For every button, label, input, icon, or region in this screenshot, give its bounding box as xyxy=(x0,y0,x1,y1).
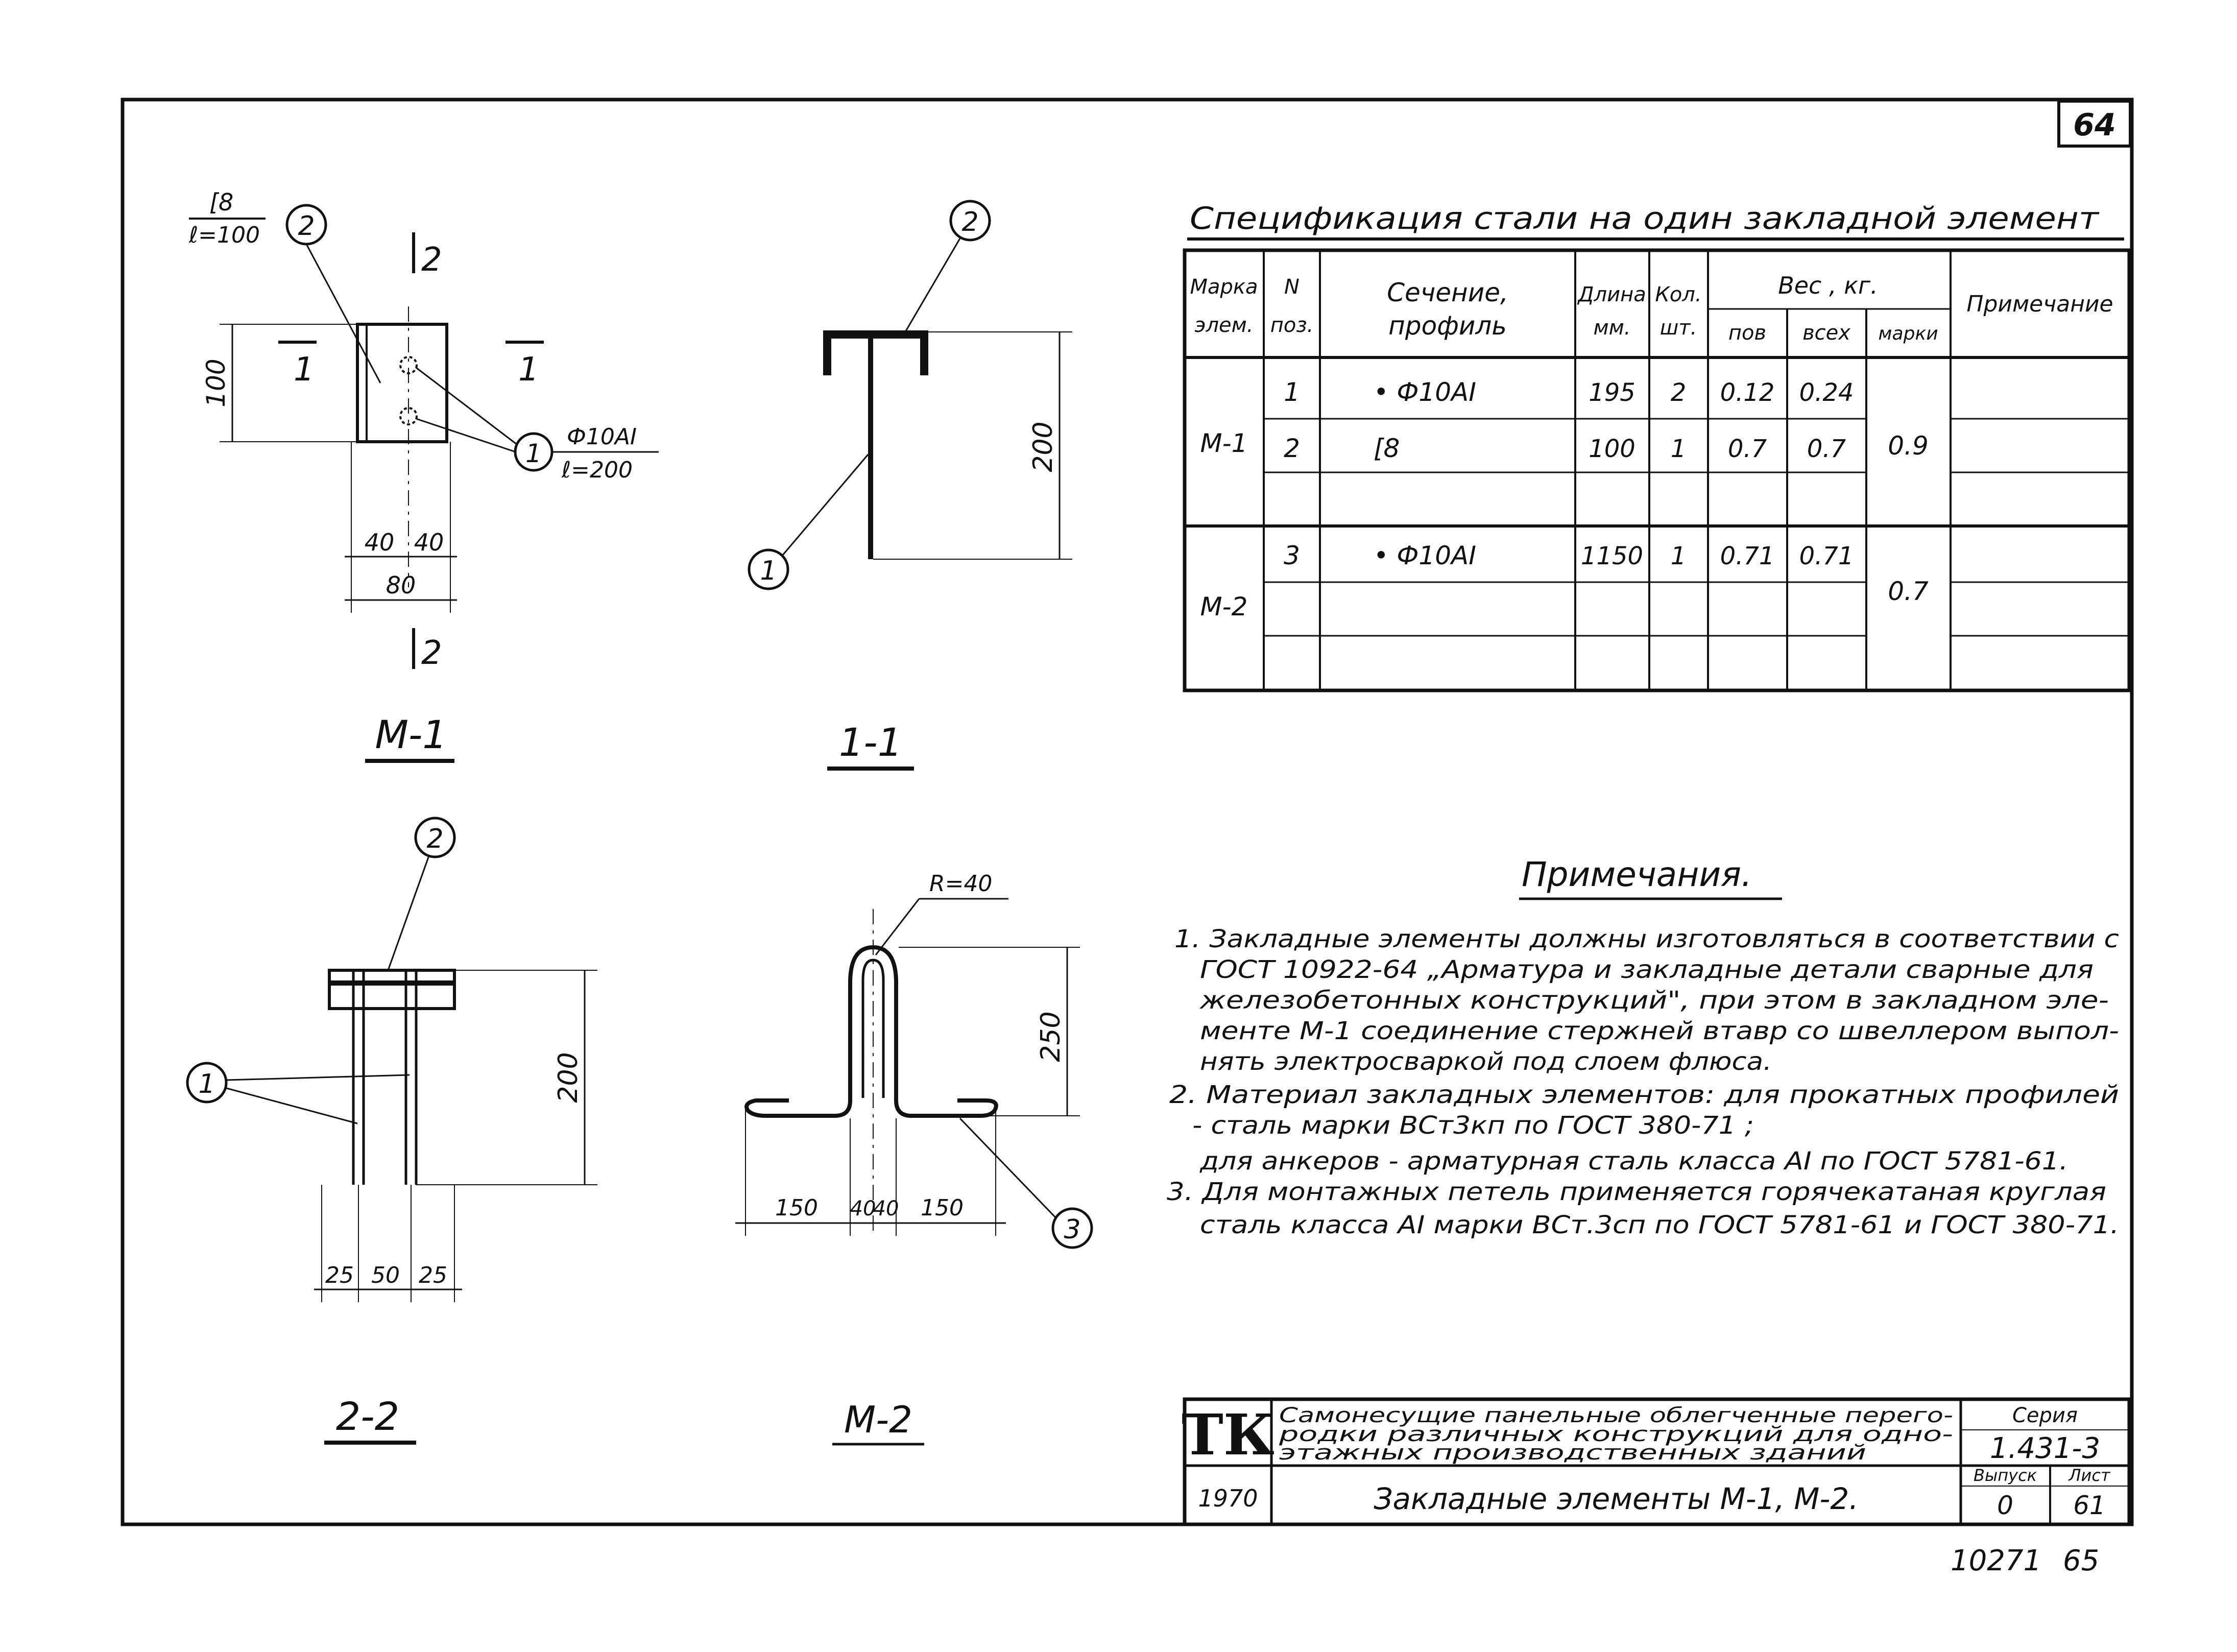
spec-title: Спецификация стали на один закладной элемент xyxy=(1190,201,2100,236)
sheet-frame xyxy=(123,100,2132,1524)
spec-header-weight-mark: марки xyxy=(1878,323,1938,344)
m2-dim-height: 250 xyxy=(1036,1011,1066,1062)
spec-header-length-2: мм. xyxy=(1593,316,1631,340)
spec-cell-section: • Ф10АI xyxy=(1374,377,1477,407)
m1-channel-length: ℓ=100 xyxy=(189,222,260,248)
m1-pos1-leader-a xyxy=(416,368,517,444)
spec-header-weight-pos: пов xyxy=(1728,321,1767,345)
note-line: 1. Закладные элементы должны изготовляться в соответствии с xyxy=(1174,925,2119,953)
title-block-drawing-title: Закладные элементы М-1, М-2. xyxy=(1374,1481,1859,1516)
spec-header-qty-2: шт. xyxy=(1659,316,1697,340)
note-line: для анкеров - арматурная сталь класса АI по ГОСТ 5781-61. xyxy=(1199,1147,2068,1176)
title-block xyxy=(1182,1399,2129,1524)
note-line: ГОСТ 10922-64 „Арматура и закладные детали сварные для xyxy=(1200,955,2094,984)
m2-radius-leader xyxy=(876,899,919,955)
spec-mark: М-1 xyxy=(1200,428,1248,458)
m1-pos1-number: 1 xyxy=(525,439,542,468)
m2-pos3-leader xyxy=(960,1118,1056,1218)
spec-cell-pos: 1 xyxy=(1284,377,1300,407)
section-2-2 xyxy=(187,818,597,1302)
notes-body xyxy=(1167,925,2119,1239)
m2-dim-a: 150 xyxy=(775,1195,818,1221)
s11-pos1-leader xyxy=(782,454,868,556)
spec-header-weight: Вес , кг. xyxy=(1778,272,1878,299)
spec-header-qty-1: Кол. xyxy=(1655,283,1702,306)
spec-table xyxy=(1185,250,2129,690)
spec-cell-qty: 2 xyxy=(1670,378,1687,407)
title-block-issue-label: Выпуск xyxy=(1974,1466,2037,1485)
m2-caption: М-2 xyxy=(844,1398,912,1441)
spec-header-note: Примечание xyxy=(1966,291,2113,317)
s11-pos1-number: 1 xyxy=(760,556,777,586)
m1-cut-1-left-label: 1 xyxy=(294,351,315,389)
spec-header-mark-1: Марка xyxy=(1190,275,1258,299)
note-line: 2. Материал закладных элементов: для прокатных профилей xyxy=(1169,1081,2119,1109)
spec-cell-w-pos: 0.71 xyxy=(1720,542,1775,570)
spec-cell-pos: 2 xyxy=(1284,434,1300,463)
note-line: 3. Для монтажных петель применяется горячекатаная круглая xyxy=(1167,1178,2106,1206)
spec-mark-weight: 0.7 xyxy=(1888,577,1929,606)
m1-plan xyxy=(188,188,659,672)
s11-channel xyxy=(827,334,924,375)
archive-page: 65 xyxy=(2063,1544,2100,1577)
spec-cell-w-all: 0.71 xyxy=(1799,542,1854,570)
note-line: сталь класса АI марки ВСт.3сп по ГОСТ 5781-61 и ГОСТ 380-71. xyxy=(1200,1211,2119,1239)
spec-header-section-2: профиль xyxy=(1388,311,1507,341)
title-block-issue: 0 xyxy=(1997,1491,2013,1520)
spec-header-section-1: Сечение, xyxy=(1387,278,1508,307)
m1-cut-2-top-label: 2 xyxy=(421,241,442,279)
spec-header-mark-2: элем. xyxy=(1194,314,1254,337)
s11-pos2-number: 2 xyxy=(961,207,979,237)
s22-pos1-number: 1 xyxy=(198,1069,215,1099)
m1-pos2-leader xyxy=(306,244,380,383)
sheet-number: 64 xyxy=(2073,107,2116,143)
m2-pos3-number: 3 xyxy=(1064,1214,1081,1245)
spec-cell-w-pos: 0.12 xyxy=(1720,378,1775,407)
m1-pos2-number: 2 xyxy=(298,211,315,242)
spec-cell-length: 1150 xyxy=(1580,542,1644,570)
m2-radius: R=40 xyxy=(929,871,993,897)
m1-dim-height: 100 xyxy=(201,358,231,408)
archive-number: 10271 xyxy=(1951,1544,2042,1577)
m1-dim-half-b: 40 xyxy=(414,529,444,556)
title-block-sheet-label: Лист xyxy=(2068,1466,2110,1485)
spec-cell-qty: 1 xyxy=(1670,435,1687,463)
m1-bar-label: Ф10АI xyxy=(567,424,637,450)
spec-cell-w-all: 0.24 xyxy=(1799,378,1854,407)
s22-dim-b: 50 xyxy=(371,1262,400,1288)
s11-pos2-leader xyxy=(904,238,960,334)
title-block-year: 1970 xyxy=(1198,1485,1258,1512)
title-block-logo: ТК xyxy=(1182,1402,1274,1468)
s22-dim-height: 200 xyxy=(553,1052,584,1103)
notes-title: Примечания. xyxy=(1522,855,1752,894)
title-block-series-label: Серия xyxy=(2012,1404,2078,1427)
title-block-project-line: этажных производственных зданий xyxy=(1279,1441,1866,1465)
m1-cut-2-bottom-label: 2 xyxy=(421,634,442,672)
note-line: менте М-1 соединение стержней втавр со швеллером выпол- xyxy=(1200,1017,2119,1045)
m2-loop xyxy=(735,871,1092,1248)
s22-dim-a: 25 xyxy=(325,1262,354,1288)
spec-cell-w-all: 0.7 xyxy=(1807,435,1846,463)
spec-cell-length: 195 xyxy=(1589,378,1635,407)
m2-bar xyxy=(747,947,996,1116)
spec-header-pos-1: N xyxy=(1284,275,1300,299)
m2-dim-b: 40 xyxy=(850,1197,876,1220)
s22-pos2-number: 2 xyxy=(426,824,444,854)
section-1-1 xyxy=(749,201,1072,589)
spec-cell-w-pos: 0.7 xyxy=(1727,435,1767,463)
s22-channel xyxy=(329,970,454,1009)
note-line: - сталь марки ВСт3кп по ГОСТ 380-71 ; xyxy=(1192,1111,1754,1140)
m1-dim-width: 80 xyxy=(386,571,416,599)
m1-pos1-leader-b xyxy=(416,419,516,452)
title-block-project-line: родки различных конструкций для одно- xyxy=(1278,1423,1953,1446)
spec-cell-pos: 3 xyxy=(1284,541,1300,570)
spec-cell-section: • Ф10АI xyxy=(1374,541,1477,570)
spec-cell-section: [8 xyxy=(1374,434,1400,463)
spec-header-length-1: Длина xyxy=(1578,283,1646,306)
note-line: железобетонных конструкций", при этом в закладном эле- xyxy=(1199,986,2109,1015)
s22-caption: 2-2 xyxy=(335,1394,400,1439)
m1-bar-length: ℓ=200 xyxy=(562,457,633,483)
m1-channel-label: [8 xyxy=(209,188,234,216)
m1-caption: М-1 xyxy=(375,712,447,757)
s11-dim-height: 200 xyxy=(1028,421,1059,472)
title-block-project-line: Самонесущие панельные облегченные перего- xyxy=(1279,1404,1953,1427)
m1-cut-1-right-label: 1 xyxy=(518,351,539,389)
note-line: нять электросваркой под слоем флюса. xyxy=(1200,1047,1772,1076)
m2-dim-d: 150 xyxy=(921,1195,964,1221)
s22-pos2-leader xyxy=(388,856,429,970)
spec-mark: М-2 xyxy=(1200,592,1248,621)
s22-dim-c: 25 xyxy=(419,1262,447,1288)
s22-pos1-leader-b xyxy=(225,1088,357,1123)
m1-dim-half-a: 40 xyxy=(364,529,395,556)
m2-dim-c: 40 xyxy=(873,1197,899,1220)
title-block-sheet: 61 xyxy=(2073,1491,2106,1520)
s22-pos1-leader-a xyxy=(226,1075,410,1080)
spec-header-weight-all: всех xyxy=(1802,321,1850,345)
spec-cell-qty: 1 xyxy=(1670,542,1687,570)
spec-header-pos-2: поз. xyxy=(1270,314,1314,337)
title-block-series: 1.431-3 xyxy=(1989,1432,2101,1465)
spec-mark-weight: 0.9 xyxy=(1888,431,1929,461)
s11-caption: 1-1 xyxy=(838,720,903,765)
spec-cell-length: 100 xyxy=(1589,435,1635,463)
